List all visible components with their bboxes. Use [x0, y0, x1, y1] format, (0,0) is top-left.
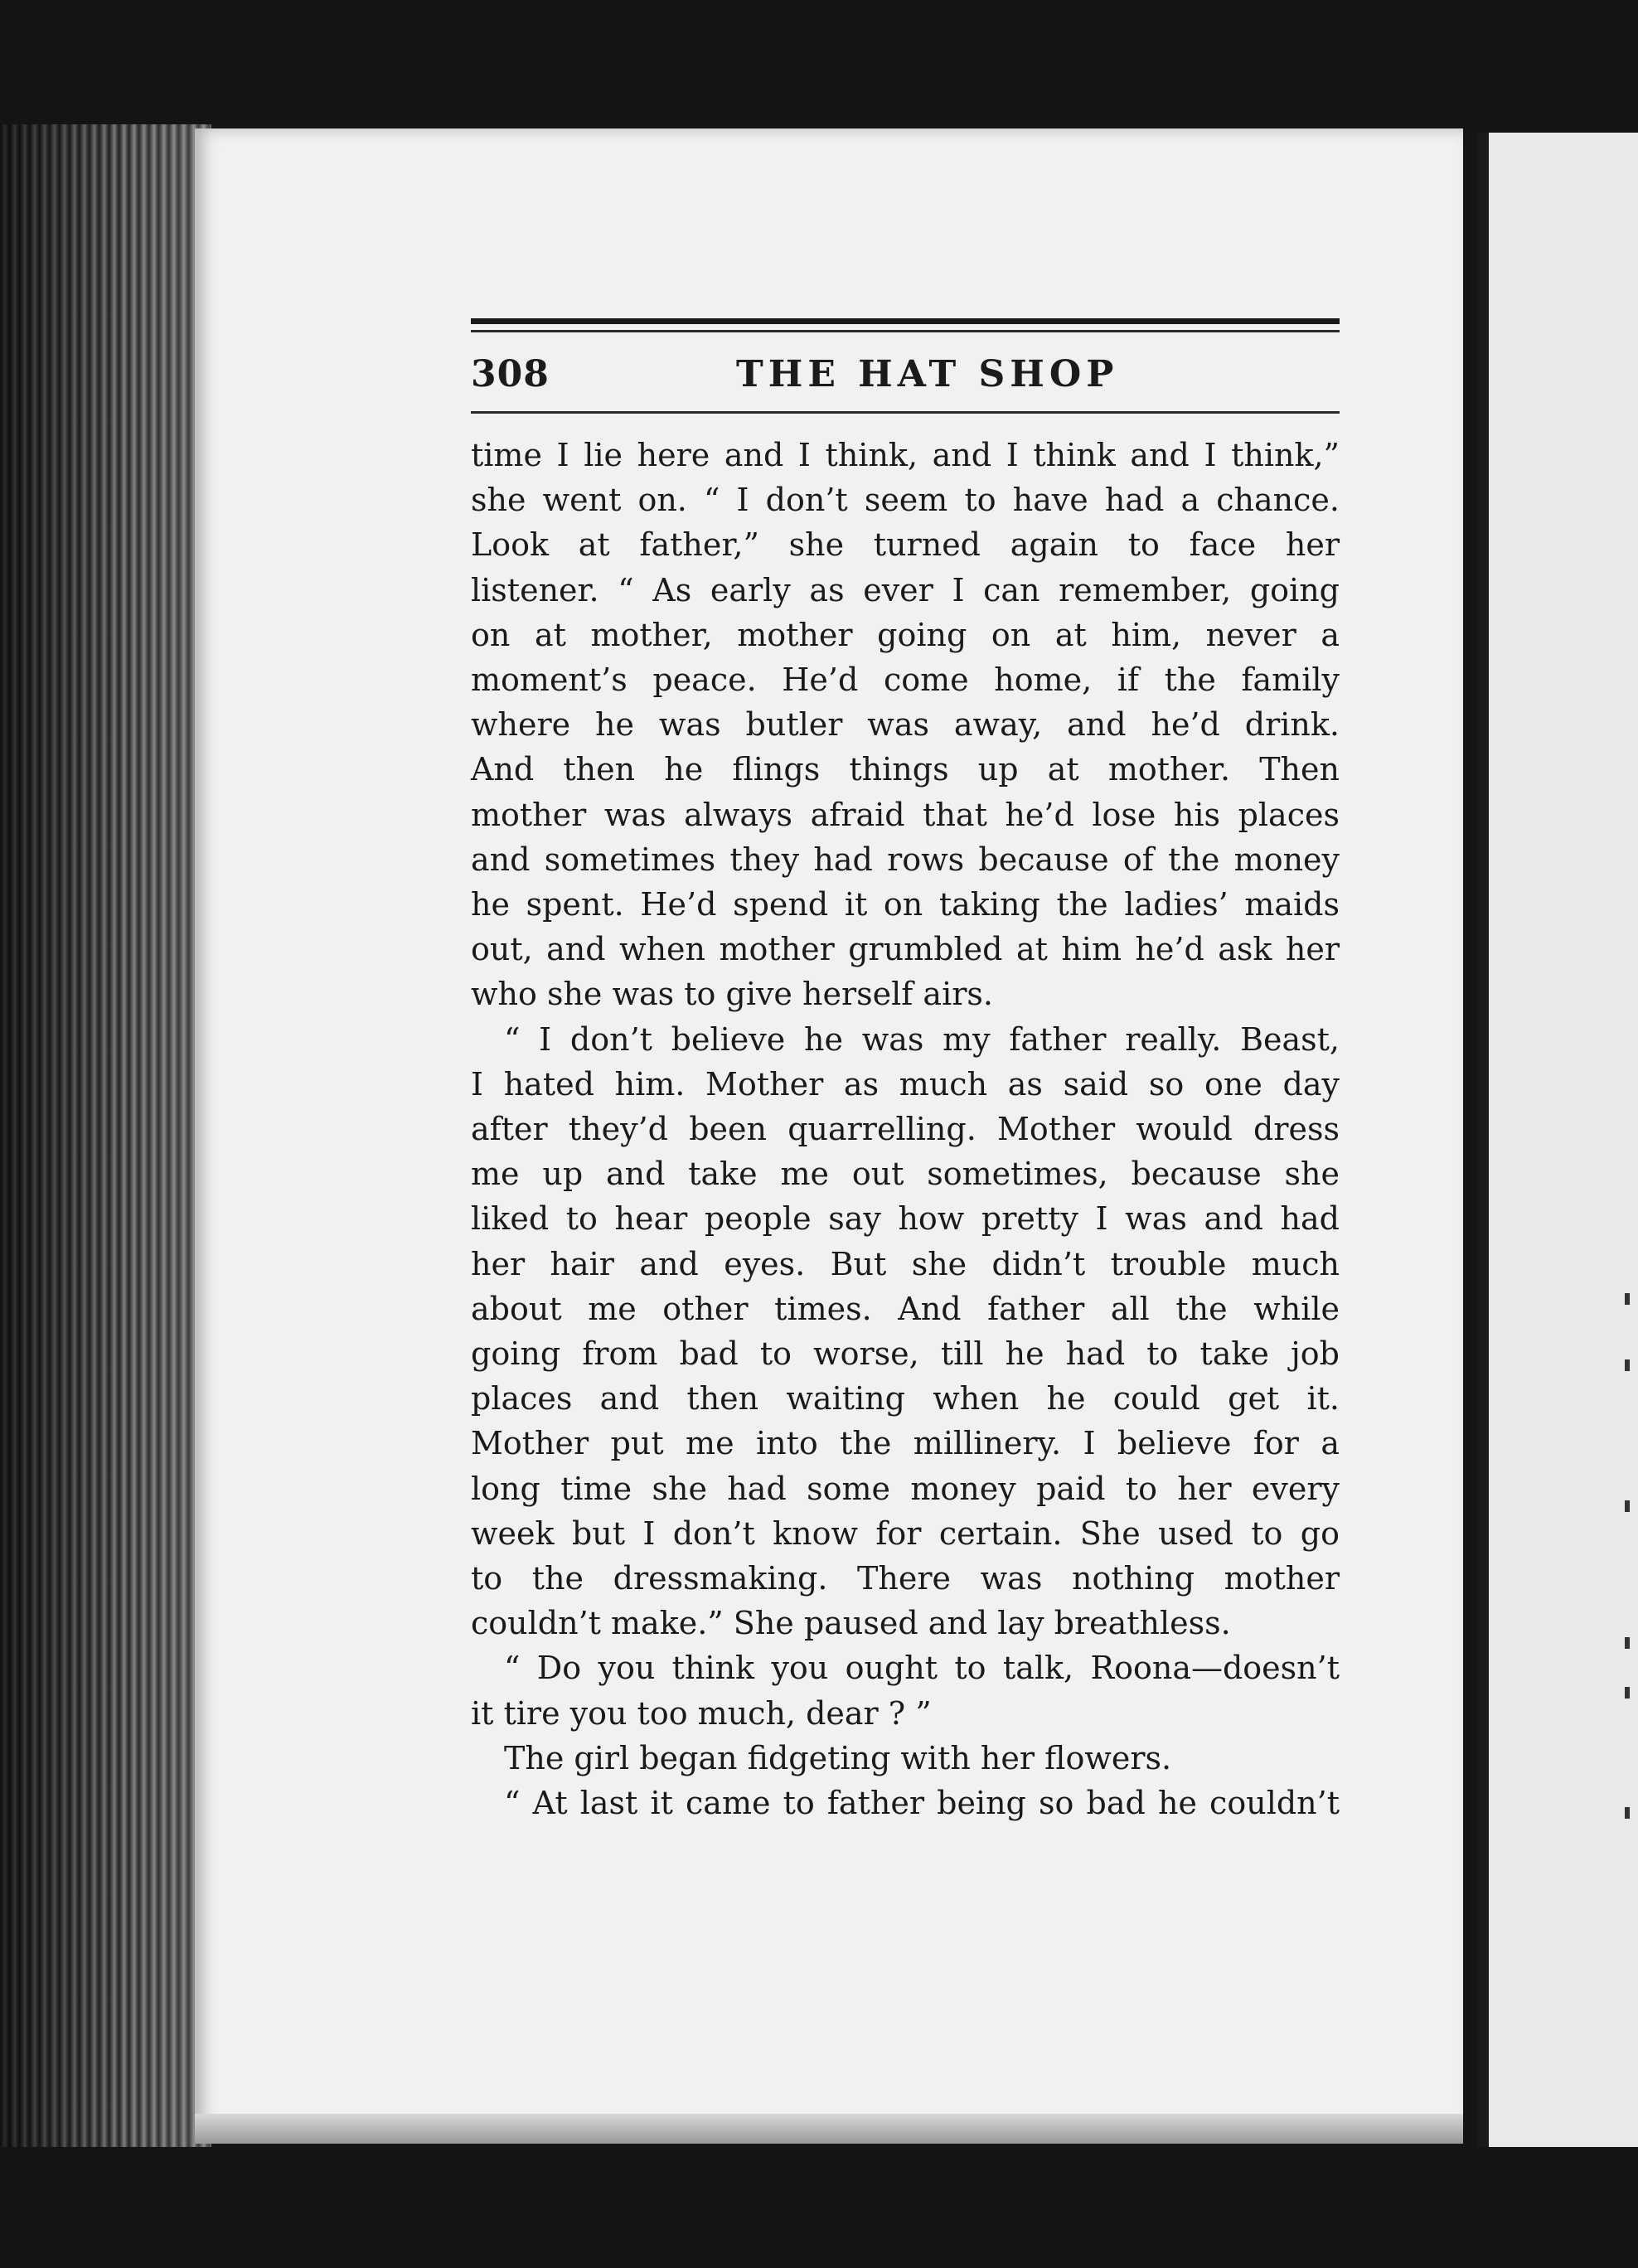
text-line: The girl began fidgeting with her flowers. — [504, 1739, 1172, 1776]
text-line: mother was always afraid that he’d lose his places — [471, 796, 1340, 833]
page-number: 308 — [471, 353, 550, 395]
text-line: week but I don’t know for certain. She used to go — [471, 1514, 1340, 1552]
text-line: to the dressmaking. There was nothing mother — [471, 1560, 1340, 1597]
text-line: it tire you too much, dear ? ” — [471, 1694, 932, 1732]
facing-page — [1489, 133, 1638, 2147]
text-line: moment’s peace. He’d come home, if the family — [471, 662, 1340, 699]
text-line: Look at father,” she turned again to face her — [471, 526, 1340, 564]
text-line: on at mother, mother going on at him, never a — [471, 616, 1340, 653]
text-line: she went on. “ I don’t seem to have had a chance. — [471, 482, 1340, 519]
text-line: he spent. He’d spend it on taking the ladies’ maids — [471, 886, 1340, 923]
text-line: where he was butler was away, and he’d drink. — [471, 706, 1340, 744]
text-line: “ At last it came to father being so bad he couldn’t — [504, 1785, 1340, 1822]
book-gutter — [1477, 133, 1489, 2147]
text-line: time I lie here and I think, and I think and I think,” — [471, 437, 1340, 473]
page-bottom-edge — [195, 2114, 1463, 2144]
text-line: couldn’t make.” She paused and lay breathless. — [471, 1605, 1231, 1642]
text-line: “ I don’t believe he was my father really. Beast, — [504, 1020, 1340, 1058]
facing-page-text-fragment — [1625, 1807, 1630, 1819]
facing-page-text-fragment — [1625, 1293, 1630, 1305]
text-line: out, and when mother grumbled at him he’d ask her — [471, 931, 1340, 968]
header-underline-rule — [471, 411, 1340, 414]
text-line: “ Do you think you ought to talk, Roona—doesn’t — [504, 1650, 1340, 1687]
book-page-edges — [0, 124, 211, 2147]
text-line: her hair and eyes. But she didn’t trouble much — [471, 1245, 1340, 1282]
body-text — [471, 433, 1340, 1825]
text-line: who she was to give herself airs. — [471, 976, 993, 1013]
text-line: And then he flings things up at mother. Then — [471, 751, 1340, 788]
text-line: me up and take me out sometimes, because she — [471, 1156, 1340, 1193]
facing-page-text-fragment — [1625, 1359, 1630, 1371]
text-line: after they’d been quarrelling. Mother would dress — [471, 1111, 1340, 1148]
text-line: Mother put me into the millinery. I believe for a — [471, 1425, 1340, 1462]
text-line: going from bad to worse, till he had to take job — [471, 1335, 1340, 1373]
text-line: and sometimes they had rows because of the money — [471, 841, 1340, 878]
facing-page-text-fragment — [1625, 1637, 1630, 1649]
text-line: I hated him. Mother as much as said so one day — [471, 1065, 1340, 1102]
text-line: places and then waiting when he could get it. — [471, 1380, 1340, 1418]
text-line: liked to hear people say how pretty I was and had — [471, 1200, 1340, 1238]
header-rule-thin — [471, 330, 1340, 332]
text-line: about me other times. And father all the while — [471, 1290, 1340, 1327]
text-line: long time she had some money paid to her every — [471, 1470, 1340, 1507]
facing-page-text-fragment — [1625, 1500, 1630, 1512]
text-line: listener. “ As early as ever I can remember, going — [471, 571, 1340, 608]
header-rule-thick — [471, 318, 1340, 324]
running-title: THE HAT SHOP — [736, 353, 1119, 395]
facing-page-text-fragment — [1625, 1687, 1630, 1699]
running-header — [471, 353, 1340, 403]
